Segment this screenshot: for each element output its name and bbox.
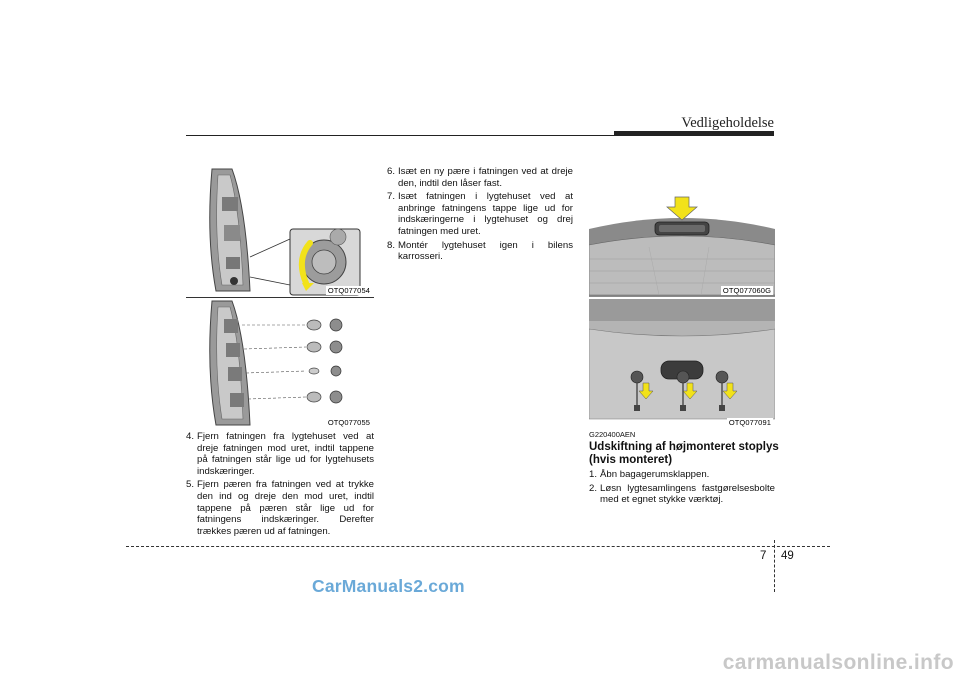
step-text: Åbn bagagerumsklappen.: [600, 469, 710, 480]
step-text: Isæt en ny pære i fatningen ved at dreje den, indtil den låser fast.: [398, 166, 573, 189]
step-item: [387, 166, 573, 189]
page-number: 49: [781, 550, 794, 562]
left-column-text: [186, 431, 374, 539]
step-list: [186, 431, 374, 537]
figure-divider: [186, 297, 374, 298]
figure-code: OTQ077060G: [722, 286, 771, 295]
watermark-carmanualsonline: carmanualsonline.info: [722, 651, 954, 674]
section-code: G220400AEN: [589, 430, 636, 439]
step-number: 5.: [186, 479, 195, 491]
step-list: [387, 166, 573, 263]
step-number: 8.: [387, 239, 396, 251]
step-text: Løsn lygtesamlingens fastgørelsesbolte med et egnet stykke værktøj.: [600, 482, 775, 506]
figure-high-mount-stop-lamp: [589, 167, 775, 297]
footer-divider: [774, 540, 775, 592]
step-text: Fjern fatningen fra lygtehuset ved at dreje fatningen mod uret, indtil tappene på fatningen står lige ud for lygtehusets indskæringer.: [197, 431, 374, 477]
step-number: 2.: [589, 482, 598, 494]
figure-code: OTQ077091: [728, 418, 771, 427]
figure-code: OTQ077055: [327, 418, 370, 427]
section-heading: Udskiftning af højmonteret stoplys (hvis monteret): [589, 441, 779, 466]
middle-column-text: [387, 166, 573, 265]
header-rule-accent: [614, 131, 774, 136]
step-text: Montér lygtehuset igen i bilens karrosseri.: [398, 239, 573, 263]
step-number: 6.: [387, 166, 396, 177]
step-item: [186, 479, 374, 537]
step-number: 4.: [186, 431, 195, 442]
step-item: [589, 469, 775, 481]
figure-tail-lamp-bulbs: [186, 299, 374, 427]
step-item: [589, 483, 775, 506]
figure-tailgate-bolts: [589, 299, 775, 427]
step-number: 7.: [387, 191, 396, 203]
right-column-text: [589, 469, 775, 508]
chapter-number: 7: [760, 550, 767, 562]
step-item: [387, 191, 573, 237]
figure-tail-lamp-socket: [186, 167, 374, 297]
step-number: 1.: [589, 469, 598, 480]
step-list: [589, 469, 775, 506]
footer-rule: [126, 546, 830, 547]
figure-code: OTQ077054: [327, 286, 370, 295]
section-title: Vedligeholdelse: [681, 115, 774, 131]
step-item: [387, 240, 573, 263]
watermark-carmanuals: CarManuals2.com: [312, 576, 465, 596]
step-text: Fjern pæren fra fatningen ved at trykke den ind og dreje den mod uret, indtil tappene på pæren står lige ud for fatningens indskæringer. Derefter trækkes pæren ud af fatningen.: [197, 479, 374, 537]
step-text: Isæt fatningen i lygtehuset ved at anbringe fatningens tappe lige ud for indskæringerne i lygtehuset og drej fatningen med uret.: [398, 191, 573, 237]
step-item: [186, 431, 374, 477]
